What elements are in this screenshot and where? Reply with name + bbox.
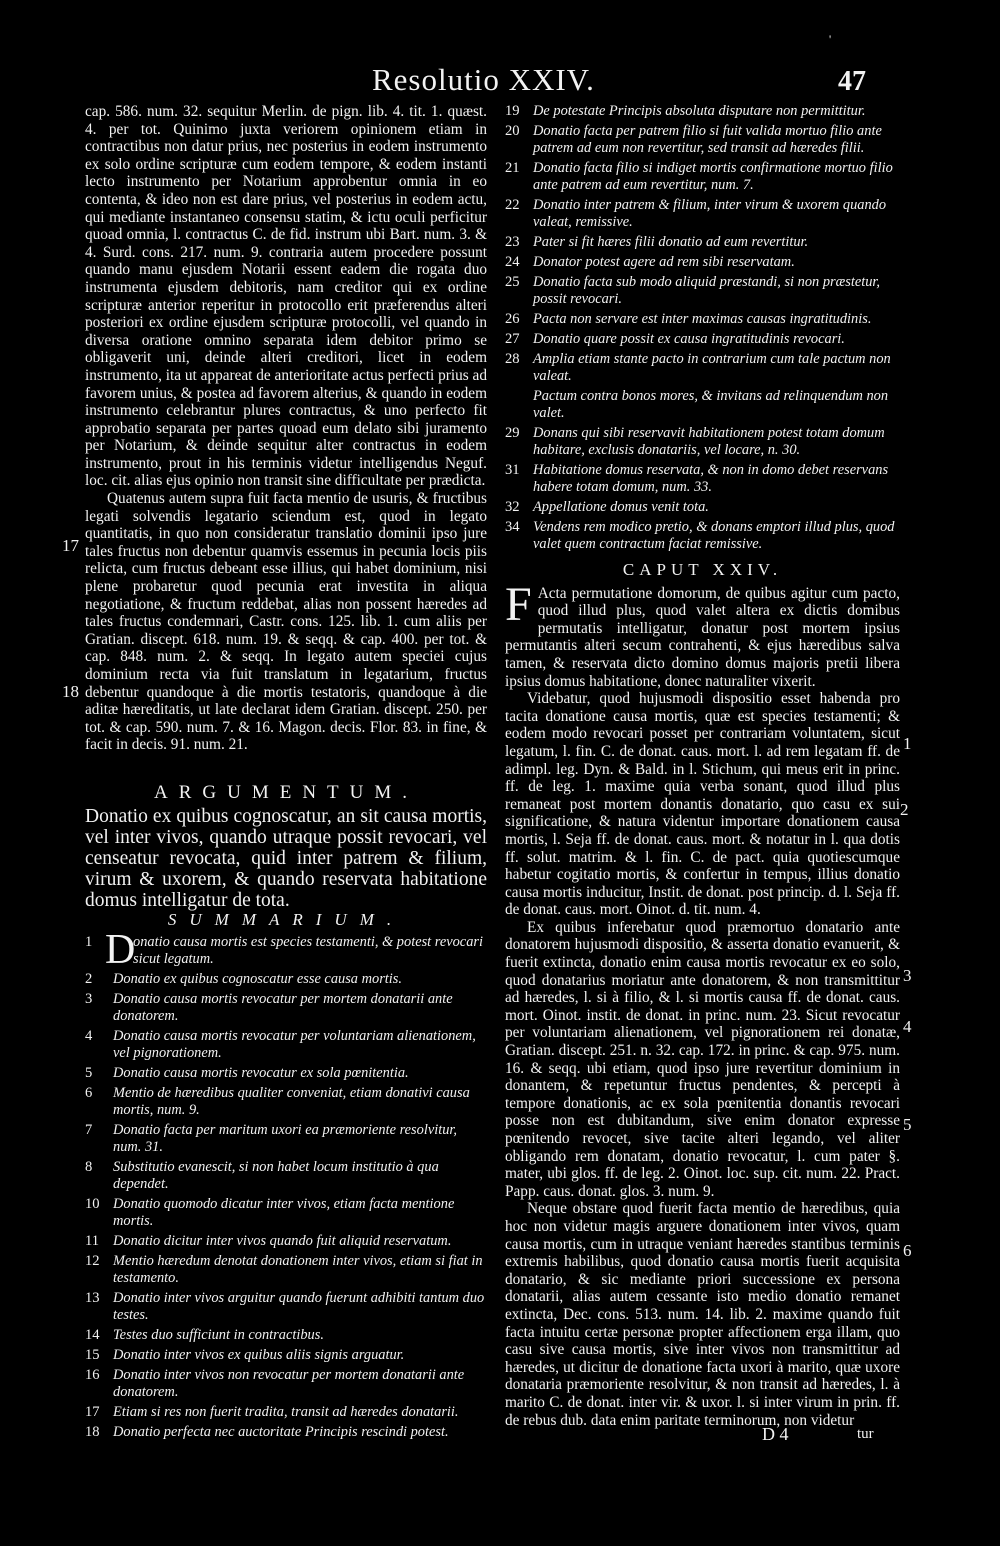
summary-item — [505, 123, 900, 157]
summary-item — [505, 274, 900, 308]
margin-number-5: 5 — [903, 1115, 912, 1134]
summary-item-number: 29 — [505, 425, 520, 441]
summary-item-text: Donatio facta per patrem filio si fuit valida mortuo filio ante patrem ad eum non revertitur, sed transit ad hæredes filii. — [533, 123, 882, 156]
right-paragraph-3: Ex quibus inferebatur quod præmortuo donatario ante donatorem hujusmodi dispositio, & asserta donatio evanuerit, & fuerit extincta, donatio enim causa mortis revocatur ex eo solo, quod donatarius moriatur ante donatorem, & non transmittitur ad hæredes, l. si à filio, & l. si mortis causa ff. de donat. caus. mort. Oinot. instit. de donat. in princ. num. 23. Sicut revocatur per voluntariam alienationem, vel pignorationem rei donatæ, Gratian. discept. 251. n. 32. cap. 172. in princ. & cap. 975. num. 16. & seqq. ubi etiam, quod ipso jure revertitur dominium in donantem, & repetuntur fructus pendentes, & percepti à tempore donationis, ac ex sola pœnitentia donantis revocari posse non est dubitandum, sive enim donator expresse pœnitendo revocet, sive tacite alteri legando, vel aliter obligando rem donatam, donatio revocatur, l. cum pater §. mater, ubi glos. ff. de leg. 2. Oinot. loc. sup. cit. num. 22. Pract. Papp. caus. donat. glos. 3. num. 9. — [505, 918, 900, 1200]
right-column — [505, 103, 900, 1429]
summary-item-number: 6 — [85, 1085, 93, 1102]
right-paragraph-2: Videbatur, quod hujusmodi dispositio esset habenda pro tacita donatione causa mortis, quæ est species testamenti; & eodem modo revocari posset per contrariam voluntatem, sicut legatum, l. fin. C. de donat. caus. mort. l. ad rem legatam ff. de adimpl. leg. Dyn. & Bald. in l. Stichum, qui meus erit in princ. ff. de leg. 1. maxime quia verba sonant, quod illud plus remaneat post mortem donantis donatario, quo casu ex sui significatione, & natura videntur importare donationem causa mortis, l. Seja ff. de donat. caus. mort. & notatur in l. qua dotis ff. solut. matrim. & l. fin. C. de pact. quia quotiescumque habetur cogitatio mortis, & confertur in tempus, illius donatio causa mortis inducitur, Instit. de donat. post princip. d. l. Seja ff. de donat. caus. mort. Oinot. d. tit. num. 4. — [505, 690, 900, 919]
summary-item — [85, 1233, 487, 1250]
margin-number-1: 1 — [903, 734, 912, 753]
summary-item-number: 8 — [85, 1159, 93, 1176]
summary-item-number: 24 — [505, 254, 520, 270]
summary-item-number: 25 — [505, 274, 520, 290]
summary-item-text: Mentio de hæredibus qualiter conveniat, etiam donativi causa mortis, num. 9. — [113, 1085, 470, 1119]
summary-item-number: 16 — [85, 1367, 100, 1384]
summary-item — [505, 331, 900, 348]
margin-number-4: 4 — [903, 1017, 912, 1036]
summary-item — [505, 197, 900, 231]
summary-item-text: Substitutio evanescit, si non habet locum institutio à qua dependet. — [113, 1159, 439, 1193]
summary-item — [85, 1253, 487, 1287]
summary-item-number: 3 — [85, 991, 93, 1008]
margin-number-18: 18 — [62, 682, 79, 701]
summary-item — [85, 1065, 487, 1082]
summary-item-number: 11 — [85, 1233, 100, 1250]
summary-item — [505, 499, 900, 516]
summary-item-text: Mentio hæredum denotat donationem inter vivos, etiam si fiat in testamento. — [113, 1253, 483, 1287]
summary-item-text: Pacta non servare est inter maximas causas ingratitudinis. — [533, 311, 872, 327]
summary-item-text: De potestate Principis absoluta disputare non permittitur. — [533, 103, 866, 119]
summary-item — [85, 1367, 487, 1401]
summarium-heading: SUMMARIUM. — [167, 909, 405, 929]
signature-mark: D 4 — [762, 1424, 789, 1444]
summary-item — [505, 519, 900, 553]
margin-number-2: 2 — [900, 800, 909, 819]
summary-item-text: Donatio quomodo dicatur inter vivos, etiam facta mentione mortis. — [113, 1196, 455, 1230]
summary-list-right — [505, 103, 900, 553]
summary-item-number: 20 — [505, 123, 520, 139]
summary-item-number: 34 — [505, 519, 520, 535]
right-paragraph-4: Neque obstare quod fuerit facta mentio de hæredibus, quia hoc non videtur magis arguere donationem inter vivos, quam causa mortis, cum in utraque veniant hæredes stantibus terminis extremis habilibus, quod donatio causa mortis fuerit acquisita donatario, & sic mediante priori successione ex persona donatarii, alias autem cessante isto medio donatio remanet extincta, Dec. cons. 513. num. 14. lib. 2. maxime quando fuit facta intuitu certæ personæ propter affectionem erga illam, quo casu sive causa mortis, sive inter vivos non transmittitur ad hæredes, ut dicitur de donatione facta uxori à marito, quæ uxore donataria præmoriente resolvitur, & non transit ad hæredes, l. à marito C. de donat. inter vir. & uxor. l. si inter virum in prin. ff. de rebus dub. data enim paritate terminorum, non videtur — [505, 1200, 900, 1429]
summary-item — [85, 1122, 487, 1156]
summary-item-text: Donatio facta filio si indiget mortis confirmatione mortuo filio ante patrem ad eum revertitur, num. 7. — [533, 160, 893, 193]
summary-item — [85, 1159, 487, 1193]
summary-item-text: onatio causa mortis est species testamenti, & potest revocari sicut legatum. — [133, 934, 483, 968]
summary-item — [85, 1290, 487, 1324]
summary-drop-cap: D — [105, 927, 136, 974]
summary-item-number: 15 — [85, 1347, 100, 1364]
summary-item-text: Donatio inter patrem & filium, inter virum & uxorem quando valeat, remissive. — [533, 197, 887, 230]
summary-item-number: 1 — [85, 934, 93, 951]
summary-item — [85, 971, 487, 988]
summary-item-text: Donatio perfecta nec auctoritate Principis rescindi potest. — [113, 1424, 449, 1441]
summary-item-text: Pater si fit hæres filii donatio ad eum revertitur. — [533, 234, 809, 250]
summary-item — [85, 1196, 487, 1230]
summary-item — [85, 1085, 487, 1119]
print-mark: ' — [829, 32, 832, 46]
summary-item-text: Donatio inter vivos non revocatur per mortem donatarii ante donatorem. — [113, 1367, 465, 1401]
summary-item-text: Donatio dicitur inter vivos quando fuit aliquid reservatum. — [113, 1233, 452, 1250]
summary-item — [85, 1404, 487, 1421]
summary-item-number: 27 — [505, 331, 520, 347]
summary-item-number: 21 — [505, 160, 520, 176]
summary-item-text: Donatio inter vivos arguitur quando fuerunt adhibiti tantum duo testes. — [113, 1290, 485, 1324]
argumentum-heading: ARGUMENTUM. — [153, 781, 419, 803]
catchword: tur — [857, 1426, 874, 1442]
summary-item — [85, 1327, 487, 1344]
summary-item — [85, 1347, 487, 1364]
summary-item — [505, 462, 900, 496]
running-title: Resolutio XXIV. — [372, 62, 595, 97]
summary-item-number: 2 — [85, 971, 93, 988]
summary-item-number: 13 — [85, 1290, 100, 1307]
summary-item-number: 22 — [505, 197, 520, 213]
summary-item — [505, 388, 900, 422]
summary-item-number: 14 — [85, 1327, 100, 1344]
summary-item — [505, 103, 900, 120]
summary-item-text: Vendens rem modico pretio, & donans emptori illud plus, quod valet quem contractum faciat remissive. — [533, 519, 895, 552]
caput-heading: CAPUT XXIV. — [622, 560, 783, 579]
page-number: 47 — [838, 66, 866, 97]
summary-item-text: Donatio inter vivos ex quibus aliis signis arguatur. — [113, 1347, 405, 1364]
summary-item-text: Donatio causa mortis revocatur per voluntariam alienationem, vel pignorationem. — [113, 1028, 476, 1062]
drop-cap: F — [505, 577, 532, 631]
left-paragraph-2: Quatenus autem supra fuit facta mentio de usuris, & fructibus legati solvendis legatario sciendum est, quod in legato quantitatis, in quo non consideratur translatio dominii ipso jure tales fructus non debentur quamvis essemus in pecunia locis piis relicta, cum fructus debeant esse illius, qui habet dominium, nisi plene probaretur quod pecunia erat investita in aliqua negotiatione, & fructum reddebat, alias non possent hæredes ad tales fructus condemnari, Castr. cons. 125. lib. 1. cum aliis per Gratian. discept. 618. num. 19. & seqq. & cap. 400. per tot. & cap. 848. num. 2. & seqq. In legato autem speciei cujus dominium recta via fuit translatum in legatarium, fructus debentur quandoque à die mortis testatoris, quandoque à die aditæ hæreditatis, ut late declarat idem Gratian. discept. 250. per tot. & cap. 590. num. 7. & 16. Magon. decis. Flor. 83. in fine, & facit in decis. 91. num. 21. — [85, 490, 487, 754]
argumentum-text: Donatio ex quibus cognoscatur, an sit causa mortis, vel inter vivos, quando utraque possit revocari, vel censeatur revocata, quid inter patrem & filium, virum & uxorem, & quando reservata habitatione domus intelligatur de tota. — [85, 805, 487, 911]
summary-item-number: 26 — [505, 311, 520, 327]
summary-item-number: 7 — [85, 1122, 93, 1139]
summary-item — [505, 351, 900, 385]
summary-item-text: Donatio ex quibus cognoscatur esse causa mortis. — [113, 971, 402, 988]
summary-item-text: Pactum contra bonos mores, & invitans ad relinquendum non valet. — [533, 388, 889, 421]
summary-item-number: 28 — [505, 351, 520, 367]
summary-item-number: 23 — [505, 234, 520, 250]
summary-item — [85, 991, 487, 1025]
left-paragraph-1: cap. 586. num. 32. sequitur Merlin. de pign. lib. 4. tit. 1. quæst. 4. per tot. Quinimo juxta veriorem opinionem etiam in contractibus non datur prius, nec posterius in eodem instrumento ex solo ordine scripturæ cum eodem tempore, & eodem instanti lecto instrumento per Notarium approbentur omnia in eo contenta, & ideo non est dare prius, vel posterius in eodem actu, qui mediante instantaneo consensu statim, & ictu oculi perficitur quoad omnia, l. contractus C. de fid. instrum ubi Bart. num. 3. & 4. Surd. cons. 217. num. 9. contraria autem procedere possunt quando manu ejusdem Notarii essent eadem die rogata duo instrumenta ejusdem debitoris, nam creditor qui ex ordine scripturæ anterior reperitur in protocollo erit præferendus alteri posteriori ex ordine ejusdem scripturæ protocolli, vel quando in diversa oratione omnino separata idem debitor primo se obligaverit uni, deinde alteri creditori, licet in eodem instrumento, ita ut appareat de anterioritate actus perfecti prius ad favorem unius, & postea ad favorem alterius, & quando in eodem instrumento celebrantur plures contractus, & uno perfecto fit approbatio separata per partes quoad eum delato sibi juramento per Notarium, & deinde sequitur alter contractus in eodem instrumento, prout in his terminis videtur intelligendus Neguf. loc. cit. alias ejus opinio non transit sine difficultate per prædicta. — [85, 103, 487, 490]
right-paragraph-1: Acta permutatione domorum, de quibus agitur cum pacto, quod illud plus, quod valet altera ex dictis domibus permutatis intelligatur, donatur post mortem ipsius permutantis alteri secum contrahenti, & ejus hæredibus salva tamen, & reservata dicto domino domus majoris pretii libera ipsius domus habitatione, donec naturaliter vixerit. — [505, 584, 900, 690]
summary-item-number: 4 — [85, 1028, 93, 1045]
summary-item — [85, 927, 487, 974]
summary-item-text: Donator potest agere ad rem sibi reservatam. — [533, 254, 795, 270]
margin-number-6: 6 — [903, 1241, 912, 1260]
summary-item-number: 19 — [505, 103, 520, 119]
summary-item-text: Donatio quare possit ex causa ingratitudinis revocari. — [533, 331, 845, 347]
page-header — [0, 32, 1000, 102]
summary-item-text: Habitatione domus reservata, & non in domo debet reservans habere totam domum, num. 33. — [533, 462, 889, 495]
summary-item-number: 31 — [505, 462, 520, 478]
summary-item-text: Donatio causa mortis revocatur ex sola pœnitentia. — [113, 1065, 409, 1082]
summary-item-text: Testes duo sufficiunt in contractibus. — [113, 1327, 324, 1344]
summary-item-number: 18 — [85, 1424, 100, 1441]
summary-item-text: Amplia etiam stante pacto in contrarium cum tale pactum non valeat. — [533, 351, 891, 384]
summary-item — [505, 254, 900, 271]
margin-number-3: 3 — [903, 966, 912, 985]
left-column — [85, 103, 487, 1444]
summary-item-number: 32 — [505, 499, 520, 515]
summary-item — [85, 1028, 487, 1062]
summary-item-number: 12 — [85, 1253, 100, 1270]
summary-item-text: Donatio causa mortis revocatur per mortem donatarii ante donatorem. — [113, 991, 453, 1025]
summary-item — [505, 311, 900, 328]
summary-item-text: Donans qui sibi reservavit habitationem potest totam domum habitare, exclusis donatariis, vel locare, n. 30. — [533, 425, 885, 458]
summary-item-text: Etiam si res non fuerit tradita, transit ad hæredes donatarii. — [113, 1404, 459, 1421]
summary-item — [505, 234, 900, 251]
summary-item — [505, 160, 900, 194]
summary-item-number: 10 — [85, 1196, 100, 1213]
summary-item-number: 5 — [85, 1065, 93, 1082]
summary-item-text: Appellatione domus venit tota. — [533, 499, 709, 515]
margin-number-17: 17 — [62, 536, 79, 555]
summary-item-text: Donatio facta per maritum uxori ea præmoriente resolvitur, num. 31. — [113, 1122, 458, 1156]
summary-item — [505, 425, 900, 459]
summary-item-number: 17 — [85, 1404, 100, 1421]
summary-list-left — [85, 927, 487, 1441]
summary-item-text: Donatio facta sub modo aliquid præstandi, si non præstetur, possit revocari. — [533, 274, 881, 307]
summary-item — [85, 1424, 487, 1441]
